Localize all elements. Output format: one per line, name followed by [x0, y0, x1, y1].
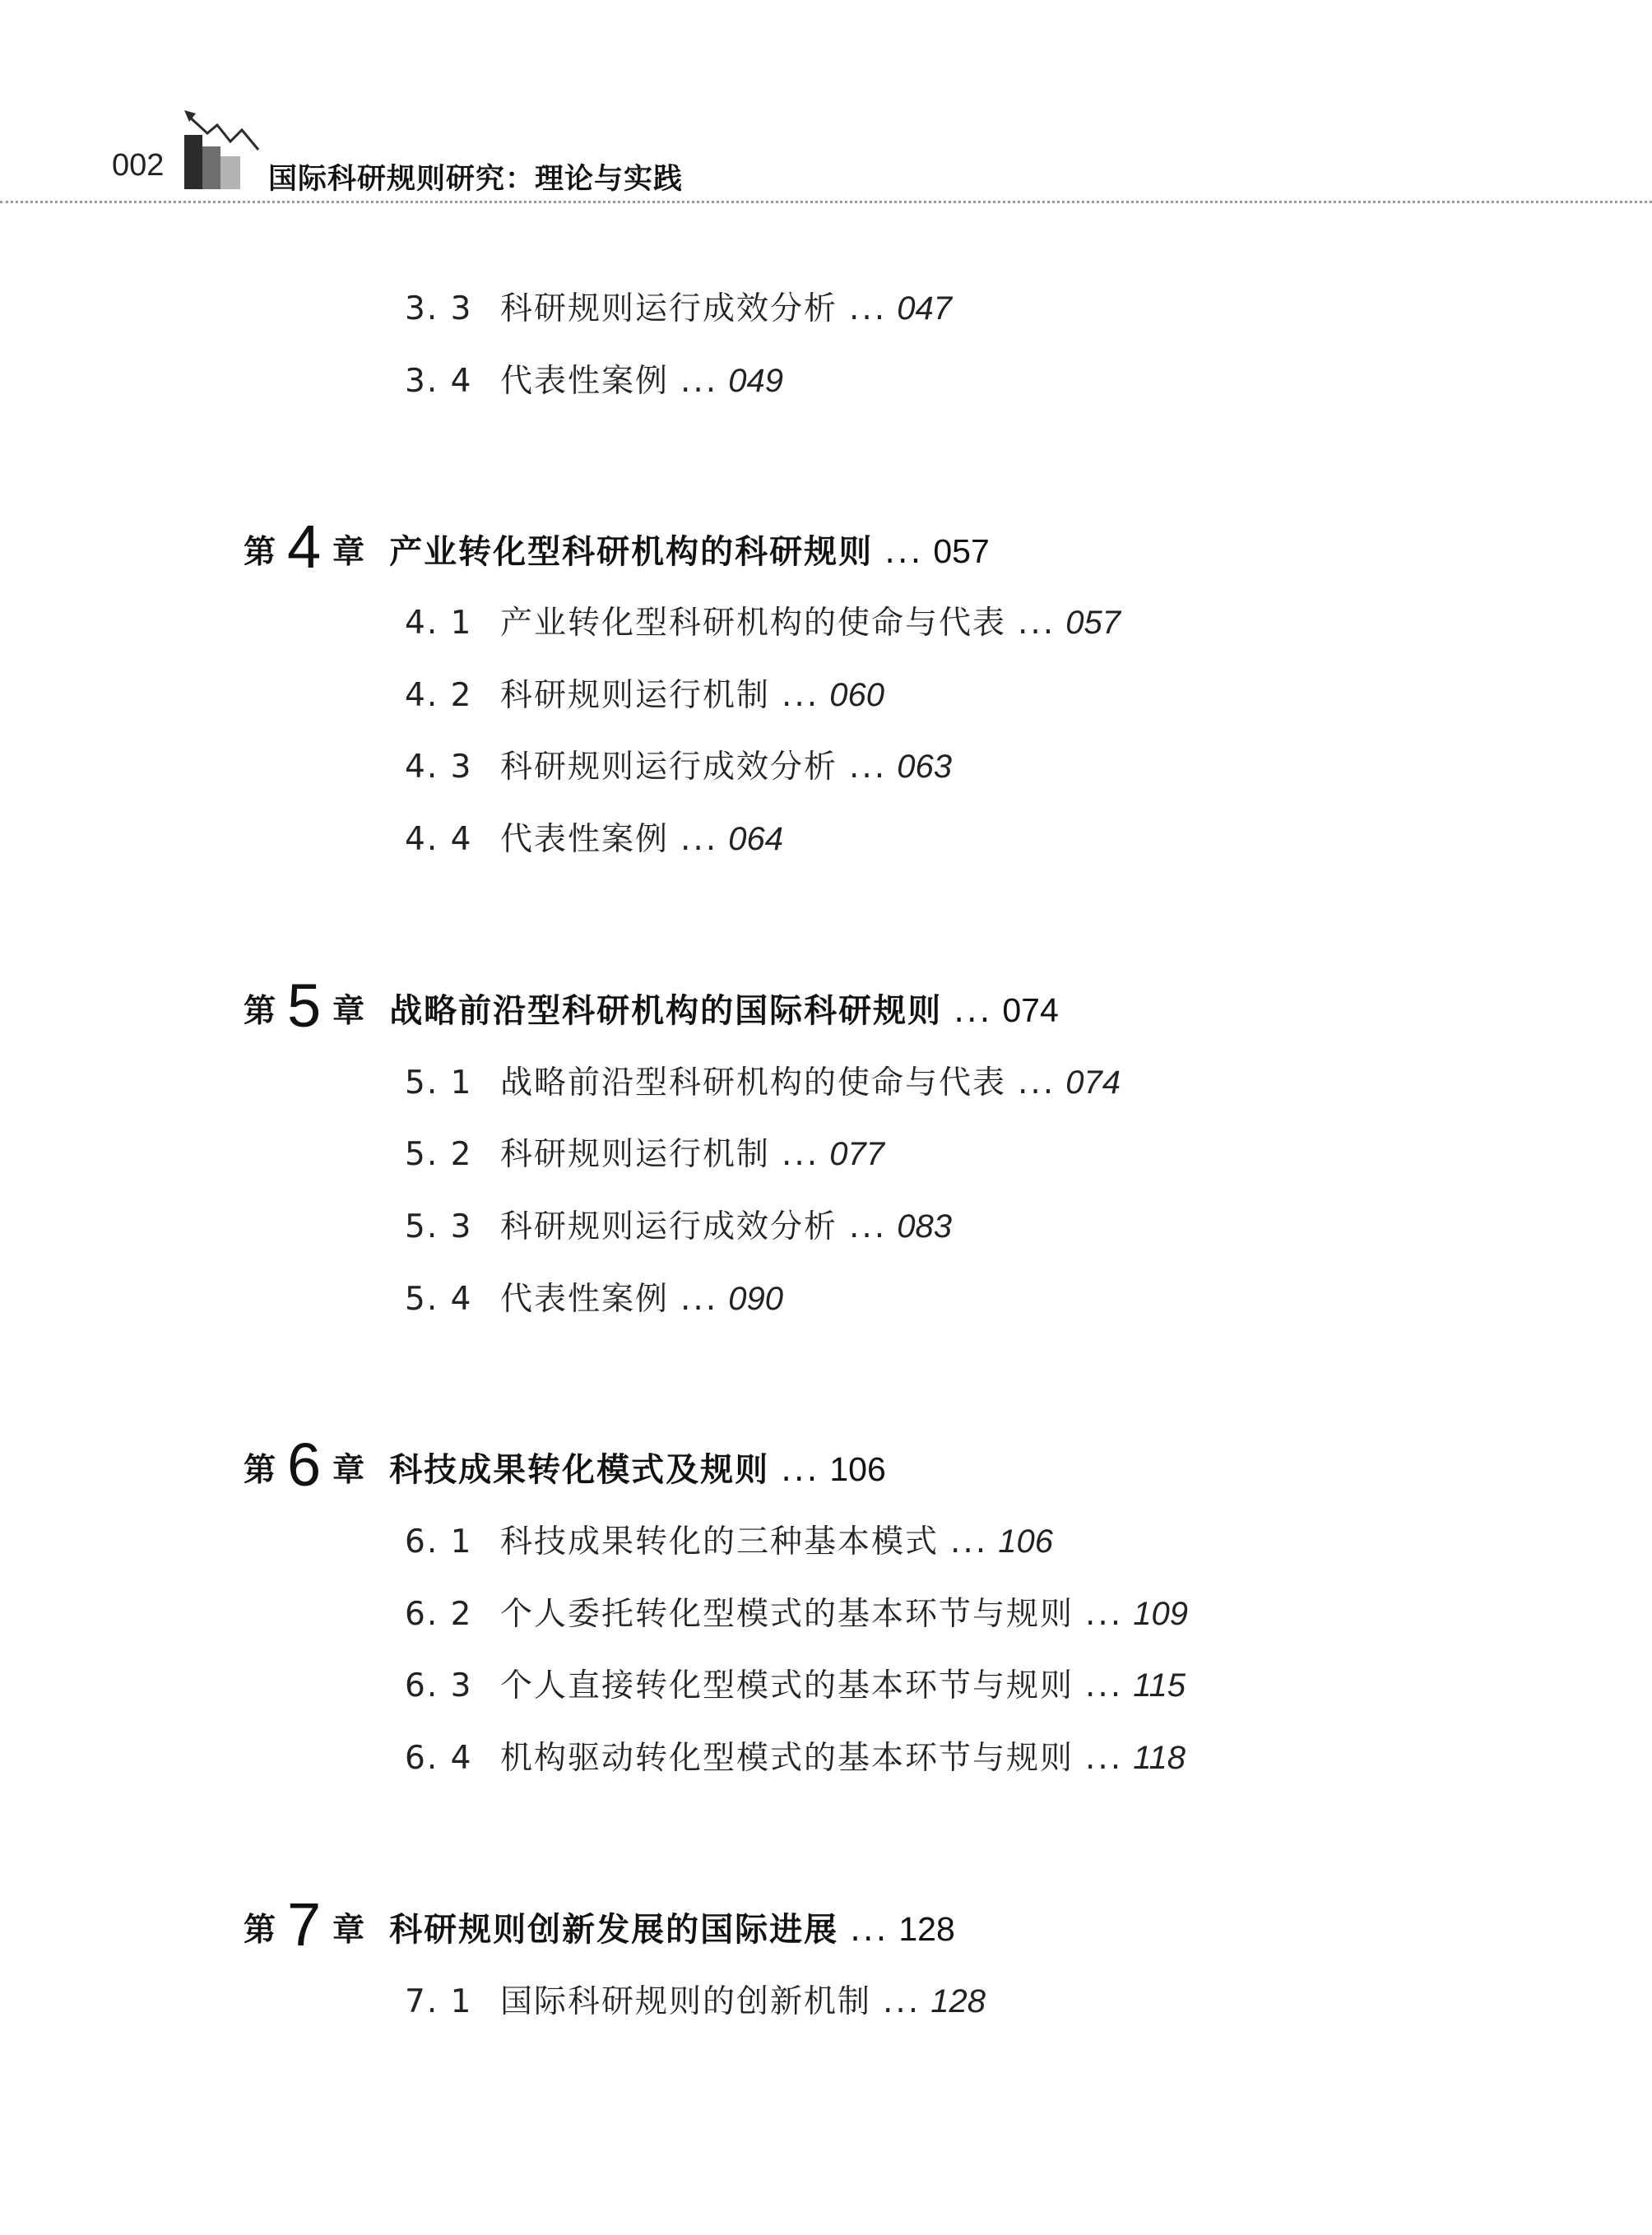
section-title: 战略前沿型科研机构的使命与代表 [500, 1064, 1007, 1101]
chapter-page: 128 [898, 1910, 955, 1948]
section-title: 机构驱动转化型模式的基本环节与规则 [500, 1740, 1074, 1777]
leader-dots: ... [850, 1911, 889, 1949]
toc-chapter-7[interactable] [244, 1890, 955, 1959]
section-page: 118 [1133, 1740, 1186, 1776]
chapter-page: 074 [1002, 991, 1059, 1029]
section-title: 科技成果转化的三种基本模式 [500, 1523, 940, 1560]
leader-dots: ... [680, 363, 719, 400]
section-number: 5. 4 [405, 1281, 473, 1318]
section-page: 083 [897, 1208, 952, 1245]
section-page: 115 [1133, 1667, 1186, 1704]
section-number: 3. 3 [405, 290, 473, 327]
section-number: 5. 1 [405, 1064, 473, 1101]
leader-dots: ... [954, 992, 993, 1030]
toc-section-3-3[interactable] [405, 292, 952, 325]
toc-section-5-4[interactable] [405, 1281, 783, 1318]
leader-dots: ... [883, 1983, 921, 2020]
section-number: 6. 3 [405, 1667, 473, 1704]
section-number: 5. 3 [405, 1208, 473, 1245]
toc-section-5-1[interactable] [405, 1066, 1121, 1099]
section-page: 049 [728, 363, 783, 399]
section-number: 6. 1 [405, 1523, 473, 1560]
section-title: 产业转化型科研机构的使命与代表 [500, 605, 1007, 642]
section-page: 074 [1065, 1064, 1121, 1101]
section-page: 090 [728, 1281, 783, 1317]
section-page: 063 [897, 749, 952, 785]
chapter-title: 科技成果转化模式及规则 [389, 1451, 770, 1489]
section-title: 科研规则运行机制 [500, 1136, 771, 1173]
section-title: 个人委托转化型模式的基本环节与规则 [500, 1596, 1074, 1633]
section-title: 个人直接转化型模式的基本环节与规则 [500, 1667, 1074, 1704]
section-title: 代表性案例 [500, 1281, 670, 1318]
toc-section-3-4[interactable] [405, 363, 783, 400]
section-number: 4. 1 [405, 605, 473, 642]
section-title: 科研规则运行机制 [500, 677, 771, 714]
section-page: 047 [897, 290, 952, 327]
toc-section-4-3[interactable] [405, 749, 952, 786]
section-number: 4. 4 [405, 821, 473, 858]
leader-dots: ... [1018, 605, 1056, 642]
section-page: 109 [1133, 1596, 1188, 1632]
toc-section-4-1[interactable] [405, 605, 1121, 642]
section-number: 4. 3 [405, 749, 473, 786]
chapter-title: 科研规则创新发展的国际进展 [389, 1911, 839, 1949]
toc-section-4-2[interactable] [405, 679, 884, 712]
toc-section-6-2[interactable] [405, 1596, 1188, 1633]
chapter-prefix: 第 [244, 534, 276, 571]
chapter-page: 057 [933, 532, 990, 570]
section-title: 科研规则运行成效分析 [500, 1208, 838, 1245]
chapter-prefix: 第 [244, 993, 276, 1030]
leader-dots: ... [849, 290, 888, 327]
section-title: 代表性案例 [500, 821, 670, 858]
toc-section-6-1[interactable] [405, 1525, 1053, 1558]
leader-dots: ... [849, 1208, 888, 1245]
section-page: 057 [1065, 605, 1121, 641]
chapter-number: 7 [287, 1890, 322, 1959]
chapter-number: 6 [287, 1430, 322, 1499]
chapter-suffix: 章 [332, 1912, 365, 1949]
section-number: 7. 1 [405, 1983, 473, 2020]
chapter-page: 106 [829, 1450, 886, 1488]
toc-section-4-4[interactable] [405, 823, 783, 856]
chapter-prefix: 第 [244, 1452, 276, 1489]
toc-section-7-1[interactable] [405, 1985, 986, 2018]
section-title: 国际科研规则的创新机制 [500, 1983, 872, 2020]
section-number: 6. 2 [405, 1596, 473, 1633]
book-title: 国际科研规则研究：理论与实践 [268, 163, 684, 196]
leader-dots: ... [680, 821, 719, 858]
section-page: 106 [998, 1523, 1053, 1560]
section-number: 5. 2 [405, 1136, 473, 1173]
toc-section-6-4[interactable] [405, 1740, 1186, 1777]
chapter-suffix: 章 [332, 993, 365, 1030]
chapter-suffix: 章 [332, 534, 365, 571]
section-number: 6. 4 [405, 1740, 473, 1777]
chapter-suffix: 章 [332, 1452, 365, 1489]
section-title: 科研规则运行成效分析 [500, 290, 838, 327]
section-title: 代表性案例 [500, 363, 670, 400]
leader-dots: ... [1018, 1064, 1056, 1101]
leader-dots: ... [1085, 1596, 1124, 1633]
leader-dots: ... [781, 1451, 820, 1489]
toc-section-5-3[interactable] [405, 1210, 952, 1243]
leader-dots: ... [1085, 1740, 1124, 1777]
section-page: 128 [930, 1983, 986, 2019]
leader-dots: ... [950, 1523, 989, 1560]
section-number: 4. 2 [405, 677, 473, 714]
toc-chapter-6[interactable] [244, 1430, 886, 1499]
toc-section-6-3[interactable] [405, 1669, 1186, 1702]
section-number: 3. 4 [405, 363, 473, 400]
leader-dots: ... [884, 533, 924, 571]
chapter-prefix: 第 [244, 1912, 276, 1949]
leader-dots: ... [680, 1281, 719, 1318]
leader-dots: ... [782, 677, 820, 714]
chapter-number: 4 [287, 512, 322, 581]
leader-dots: ... [782, 1136, 820, 1173]
chapter-number: 5 [287, 971, 322, 1040]
toc-section-5-2[interactable] [405, 1138, 884, 1171]
page-number: 002 [112, 148, 165, 183]
leader-dots: ... [1085, 1667, 1124, 1704]
section-page: 064 [728, 821, 783, 857]
chapter-title: 战略前沿型科研机构的国际科研规则 [389, 992, 943, 1030]
section-title: 科研规则运行成效分析 [500, 749, 838, 786]
leader-dots: ... [849, 749, 888, 786]
toc-chapter-5[interactable] [244, 971, 1059, 1040]
section-page: 060 [829, 677, 884, 713]
toc-chapter-4[interactable] [244, 512, 990, 581]
chapter-title: 产业转化型科研机构的科研规则 [389, 533, 874, 571]
section-page: 077 [829, 1136, 884, 1172]
